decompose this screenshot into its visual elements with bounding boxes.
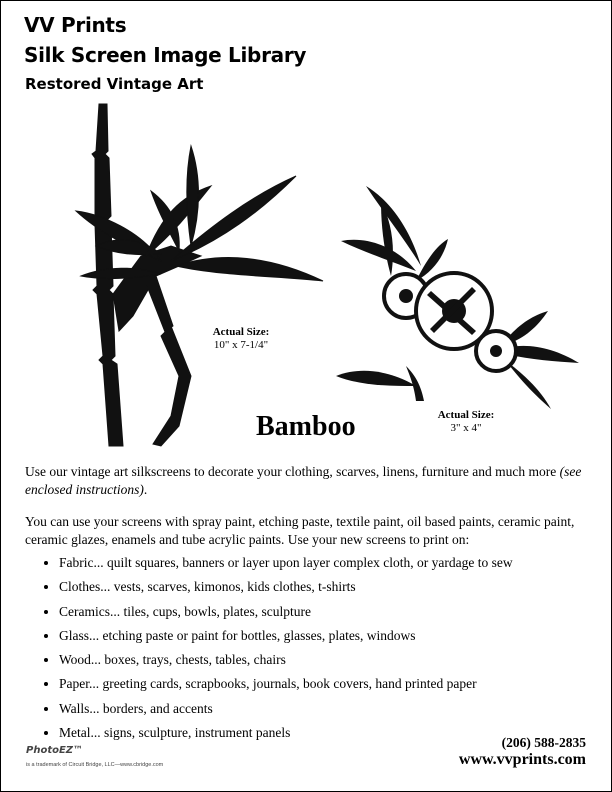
- flower-caption: [426, 409, 506, 435]
- photoez-logo: PhotoEZ™: [26, 745, 84, 756]
- list-item: • Paper... greeting cards, scrapbooks, journals, book covers, hand printed paper: [59, 675, 599, 699]
- paints-paragraph: You can use your screens with spray paint, etching paste, textile paint, oil based paints, ceramic paint, ceramic glazes, enamels and tube acrylic paints. Use your new screens to print on:: [25, 514, 575, 547]
- uses-list: [41, 554, 599, 748]
- list-item: • Wood... boxes, trays, chests, tables, chairs: [59, 651, 599, 675]
- bamboo-caption-label: Actual Size:: [212, 326, 270, 338]
- phone-number: (206) 588-2835: [501, 735, 586, 750]
- flower-image: [336, 181, 586, 411]
- flower-caption-label: Actual Size:: [437, 409, 495, 421]
- list-item: • Fabric... quilt squares, banners or layer upon layer complex cloth, or yardage to sew: [59, 554, 599, 578]
- list-item: • Ceramics... tiles, cups, bowls, plates, sculpture: [59, 603, 599, 627]
- list-item: • Walls... borders, and accents: [59, 700, 599, 724]
- intro-end: .: [143, 482, 148, 497]
- list-item: • Metal... signs, sculpture, instrument panels: [59, 724, 599, 748]
- bamboo-caption-size: 10" x 7-1/4": [213, 339, 269, 351]
- brand-title: VV Prints: [24, 13, 127, 37]
- intro-note: (see enclosed instructions): [25, 464, 582, 497]
- bamboo-caption: [201, 326, 281, 352]
- list-item: • Glass... etching paste or paint for bottles, glasses, plates, windows: [59, 627, 599, 651]
- list-item: • Clothes... vests, scarves, kimonos, kids clothes, t-shirts: [59, 578, 599, 602]
- intro-text: Use our vintage art silkscreens to decorate your clothing, scarves, linens, furniture and much more: [25, 464, 560, 479]
- intro-paragraph: [25, 463, 585, 499]
- subtitle: Restored Vintage Art: [25, 75, 204, 93]
- library-title: Silk Screen Image Library: [24, 43, 307, 67]
- image-title: Bamboo: [256, 411, 356, 442]
- website-link[interactable]: www.vvprints.com: [458, 751, 586, 768]
- bamboo-image: [61, 96, 331, 461]
- flower-caption-size: 3" x 4": [450, 422, 482, 434]
- trademark-text: is a trademark of Circuit Bridge, LLC—www.cbridge.com: [26, 762, 164, 768]
